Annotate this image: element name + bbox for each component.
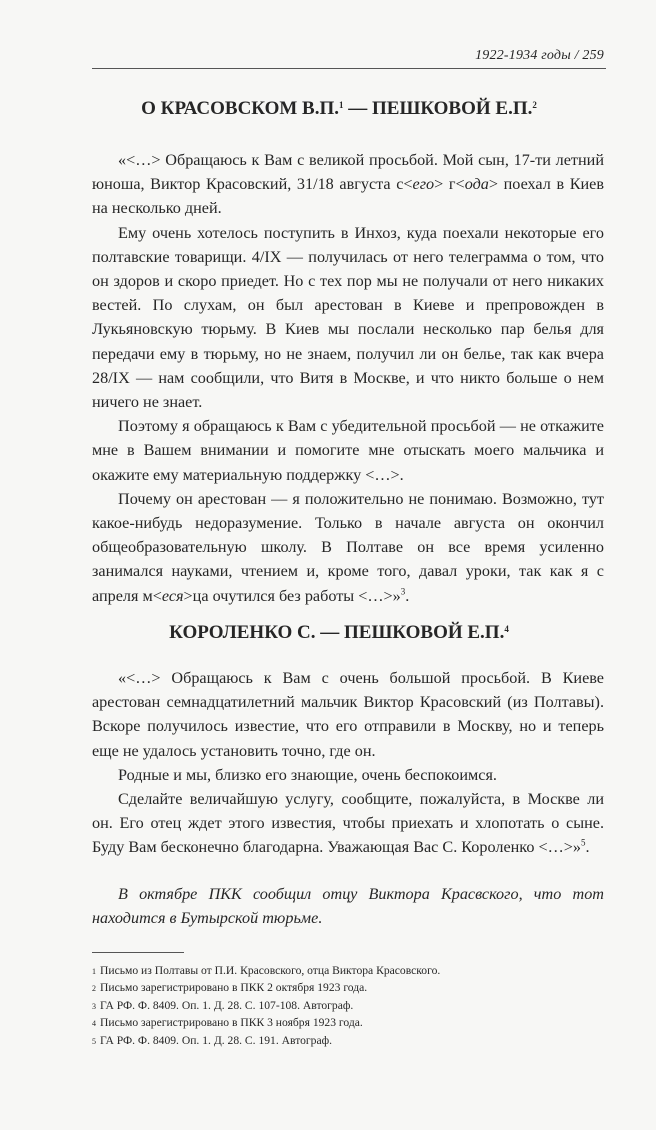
footnotes — [92, 962, 604, 1049]
footnote — [92, 1032, 604, 1049]
paragraph: Родные и мы, близко его знающие, очень беспокоимся. — [118, 765, 497, 784]
footnote-number: 1 — [92, 967, 96, 976]
section-title-korolenko — [80, 622, 598, 644]
note-text: В октябре ПКК сообщил отцу Виктора Красвского, что тот находится в Бутырской тюрьме. — [92, 885, 604, 928]
footnote-text: Письмо из Полтавы от П.И. Красовского, отца Виктора Красовского. — [100, 964, 441, 977]
footnote — [92, 962, 604, 979]
running-head: 1922-1934 годы / 259 — [475, 48, 604, 63]
footnote-number: 3 — [92, 1001, 96, 1011]
footnote-text: Письмо зарегистрировано в ПКК 2 октября 1923 года. — [100, 981, 368, 995]
footnote-rule — [92, 952, 184, 953]
footnote-ref: 4 — [504, 624, 509, 634]
section-title-krasovsky — [80, 98, 598, 120]
footnote-ref: 2 — [532, 100, 537, 110]
text-run: > г< — [434, 175, 465, 194]
text-run: >ца очутился без работы <…>» — [183, 586, 401, 605]
paragraph: Ему очень хотелось поступить в Инхоз, куда поехали некоторые его полтавские товарищи. 4/IX — получилась от него телеграмма о том, что он здоров и скоро приедет. Но с тех пор мы не получали от него никаких вестей. По слухам, он был арестован в Киеве и препровожден в Лукьяновскую тюрьму. В Киев мы послали несколько пар белья для передачи ему в тюрьму, но не знаем, получил ли он белье, так как вчера 28/IX — нам сообщили, что Витя в Москве, и что никто больше о нем ничего не знает. — [92, 223, 604, 412]
footnote — [92, 997, 604, 1014]
footnote-text: ГА РФ. Ф. 8409. Оп. 1. Д. 28. С. 107-108. Автограф. — [100, 998, 354, 1012]
paragraph — [92, 787, 604, 860]
footnote — [92, 1014, 604, 1031]
text-run: Почему он арестован — я положительно не понимаю. Возможно, тут какое-нибудь недоразумение. Только в начале августа он окончил общеобразовательную школу. В Полтаве он все время усиленно занимался науками, чтением и, кроме того, давал уроки, так как я с апреля м< — [92, 489, 604, 605]
text-run: > поехал в Киев на несколько дней. — [92, 175, 605, 218]
footnote-number: 2 — [92, 984, 96, 994]
editorial-note — [92, 882, 604, 930]
letter-krasovsky — [92, 148, 604, 608]
paragraph: «<…> Обращаюсь к Вам с очень большой просьбой. В Киеве арестован семнадцатилетний мальчик Виктор Красовский (из Полтавы). Вскоре получилось известие, что его отправили в Москву, но и теперь еще не удалось установить точно, где он. — [92, 669, 604, 760]
paragraph — [92, 487, 604, 608]
editorial-insert: его — [412, 175, 435, 194]
footnote-number: 5 — [92, 1036, 96, 1046]
editorial-insert: ода — [464, 175, 489, 194]
footnote-ref: 1 — [339, 100, 344, 110]
text-run: «<…> Обращаюсь к Вам с великой просьбой. Мой сын, 17-ти летний юноша, Виктор Красовский, 31/18 августа с< — [92, 151, 604, 194]
footnote-ref: 5 — [581, 838, 586, 849]
footnote-number: 4 — [92, 1019, 96, 1029]
title-text: — ПЕШКОВОЙ Е.П. — [343, 98, 533, 119]
footnote — [92, 979, 604, 996]
footnote-ref: 3 — [400, 586, 406, 597]
paragraph: Поэтому я обращаюсь к Вам с убедительной просьбой — не откажите мне в Вашем внимании и помогите мне отыскать моего мальчика и окажите ему материальную поддержку <…>. — [92, 417, 604, 484]
title-text: КОРОЛЕНКО С. — ПЕШКОВОЙ Е.П. — [169, 622, 505, 643]
text-run: Сделайте величайшую услугу, сообщите, пожалуйста, в Москве ли он. Его отец ждет этого известия, чтобы приехать и хлопотать о сыне. Буду Вам бесконечно благодарна. Уважающая Вас С. Короленко <…>» — [92, 790, 604, 857]
text-run: . — [585, 838, 590, 857]
text-run: . — [405, 586, 410, 605]
editorial-insert: еся — [161, 586, 184, 605]
paragraph — [92, 148, 604, 221]
letter-korolenko — [92, 666, 604, 860]
footnote-text: ГА РФ. Ф. 8409. Оп. 1. Д. 28. С. 191. Автограф. — [100, 1033, 333, 1047]
footnote-text: Письмо зарегистрировано в ПКК 3 ноября 1923 года. — [100, 1016, 363, 1030]
title-text: О КРАСОВСКОМ В.П. — [141, 98, 340, 119]
header-rule — [92, 68, 606, 69]
